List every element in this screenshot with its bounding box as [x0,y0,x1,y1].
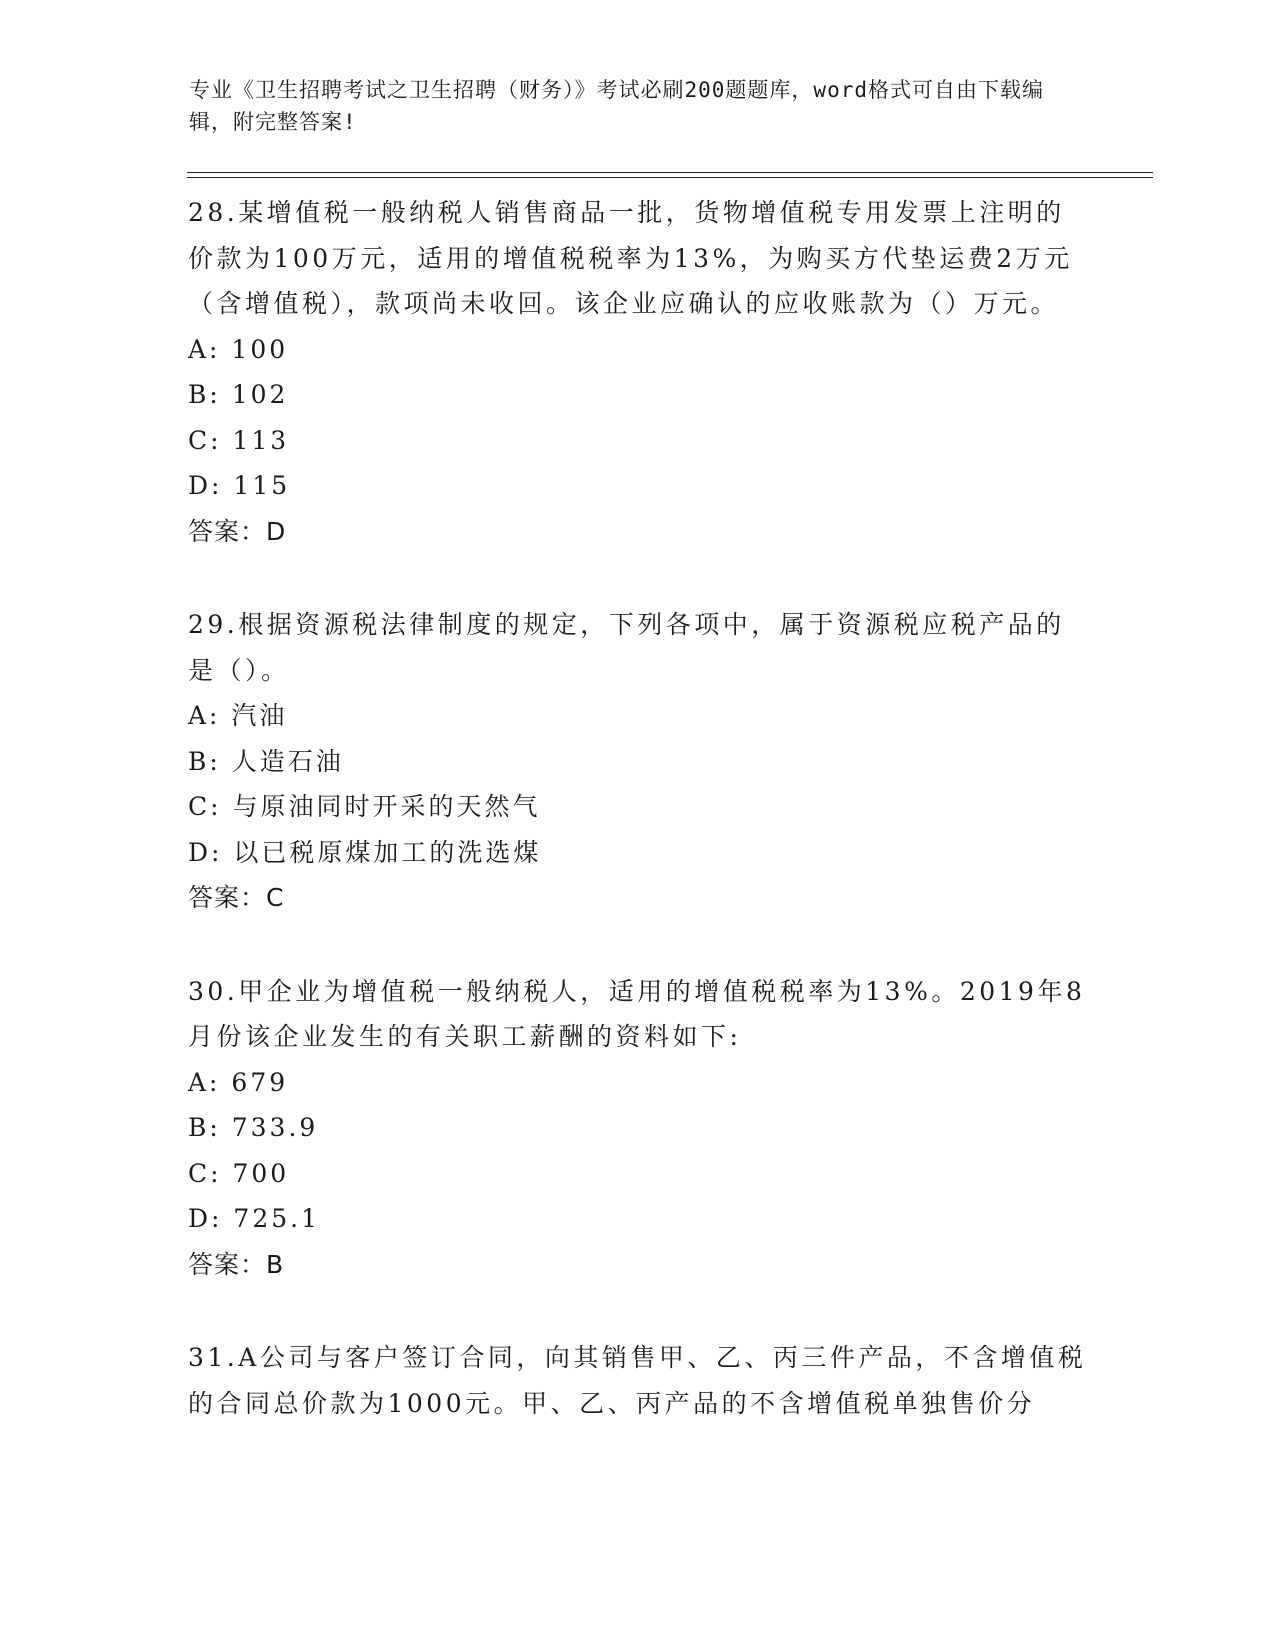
option-d: D: 725.1 [188,1204,320,1233]
question-stem: 31.A公司与客户签订合同，向其销售甲、乙、丙三件产品，不含增值税的合同总价款为1000元。甲、乙、丙产品的不含增值税单独售价分 [188,1343,1087,1418]
answer-label: 答案：D [188,516,287,546]
answer-label: 答案：C [188,883,285,912]
option-c: C: 113 [188,425,290,455]
question-29 [188,602,1088,921]
header-divider-bottom [187,177,1153,178]
question-stem: 29.根据资源税法律制度的规定，下列各项中，属于资源税应税产品的是（）。 [188,610,1065,685]
option-d: D: 115 [188,471,291,500]
option-a: A: 100 [188,334,289,364]
header-divider-top [187,172,1153,173]
option-b: B: 102 [188,380,289,409]
option-c: C: 700 [188,1158,290,1188]
question-stem: 30.甲企业为增值税一般纳税人，适用的增值税税率为13%。2019年8月份该企业发生的有关职工薪酬的资料如下: [188,976,1086,1051]
document-header [189,74,1069,138]
header-intro-text: 专业《卫生招聘考试之卫生招聘（财务）》考试必刷200题题库，word格式可自由下载编辑，附完整答案! [189,78,1044,134]
option-a: A: 汽油 [188,701,288,730]
question-31 [188,1335,1088,1426]
option-a: A: 679 [188,1067,289,1097]
option-b: B: 人造石油 [188,746,344,776]
question-list [188,190,1088,1474]
option-b: B: 733.9 [188,1113,319,1142]
question-30 [188,969,1088,1288]
option-d: D: 以已税原煤加工的洗选煤 [188,837,542,867]
answer-label: 答案：B [188,1249,285,1279]
question-28 [188,190,1088,554]
option-c: C: 与原油同时开采的天然气 [188,792,541,821]
question-stem: 28.某增值税一般纳税人销售商品一批，货物增值税专用发票上注明的价款为100万元，适用的增值税税率为13%，为购买方代垫运费2万元（含增值税），款项尚未收回。该企业应确认的应收账款为（）万元。 [188,198,1073,318]
